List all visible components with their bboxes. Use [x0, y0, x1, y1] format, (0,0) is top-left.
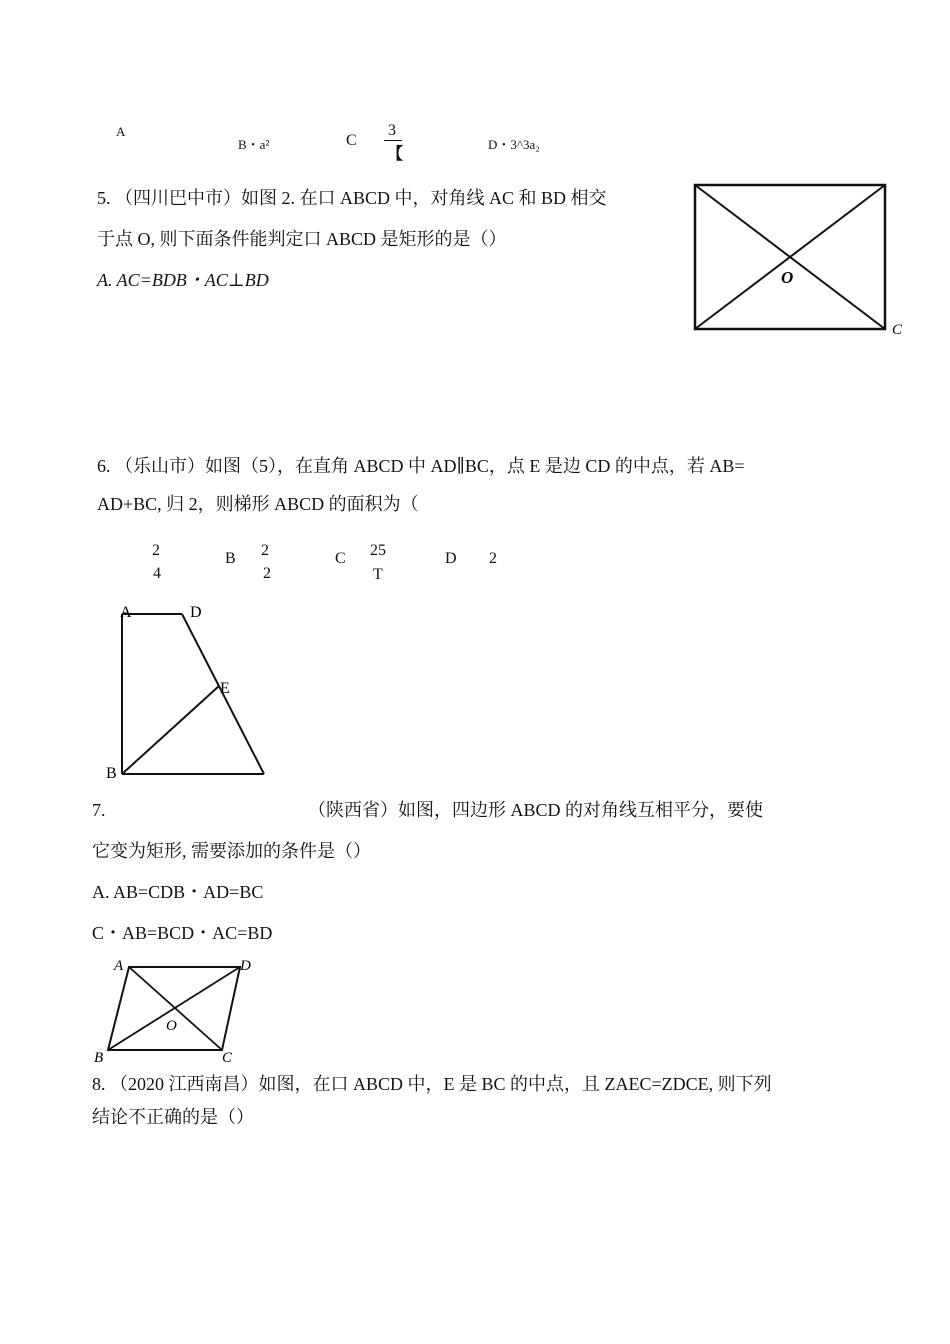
q6-label-d: D: [190, 604, 202, 621]
q7-text-line-1: （陕西省）如图，四边形 ABCD 的对角线互相平分，要使: [308, 800, 764, 820]
q6-option-d: [445, 540, 515, 586]
q6-option-c-numerator: 25: [370, 542, 386, 559]
q6-option-d-numerator: 2: [489, 550, 497, 567]
q6-segment-be: [122, 686, 219, 774]
q6-label-b: B: [106, 765, 117, 782]
q5-text-line-2: 于点 O, 则下面条件能判定口 ABCD 是矩形的是（）: [97, 229, 507, 249]
q7-label-b: B: [94, 1050, 104, 1066]
q7-option-line-2: C・AB=BCD・AC=BD: [92, 923, 273, 943]
q7-label-o: O: [166, 1018, 177, 1034]
q7-label-c: C: [222, 1050, 233, 1066]
q7-parallelogram-figure: [88, 952, 268, 1070]
q6-option-1: [140, 540, 180, 586]
q7-diagonal-bd: [108, 967, 240, 1050]
q4-option-c-denominator: 【: [387, 146, 404, 163]
q6-option-b-numerator: 2: [261, 542, 269, 559]
q6-option-c: [335, 540, 405, 586]
q6-option-b: [225, 540, 285, 586]
q5-rectangle-figure: [690, 180, 920, 338]
q6-option-1-denominator: 4: [153, 565, 161, 582]
q7-label-a: A: [114, 958, 124, 974]
q6-label-e: E: [220, 680, 230, 697]
q6-text-line-2: AD+BC, 归 2，则梯形 ABCD 的面积为（: [97, 494, 419, 514]
q4-option-b: B・a²: [238, 137, 270, 152]
q6-option-c-denominator: T: [373, 566, 383, 583]
q4-option-c-label: C: [346, 132, 357, 149]
q6-options-row: [140, 540, 560, 590]
q5-option-line: A. AC=BDB・AC⊥BD: [97, 270, 269, 290]
q6-option-b-denominator: 2: [263, 565, 271, 582]
q5-text-line-1: 5. （四川巴中市）如图 2. 在口 ABCD 中，对角线 AC 和 BD 相交: [97, 188, 607, 208]
q7-label-d: D: [240, 958, 251, 974]
q6-option-c-label: C: [335, 550, 346, 567]
q5-label-o: O: [781, 268, 794, 287]
q4-options-row: [110, 118, 590, 163]
q8-text-line-1: 8. （2020 江西南昌）如图，在口 ABCD 中，E 是 BC 的中点，且 ZAEC=ZDCE, 则下列: [92, 1074, 772, 1094]
q8-text-line-2: 结论不正确的是（）: [92, 1107, 254, 1127]
q6-option-b-label: B: [225, 550, 236, 567]
q7-text-line-2: 它变为矩形, 需要添加的条件是（）: [92, 841, 371, 861]
q7-number: 7.: [92, 800, 106, 820]
q6-text-line-1-clip: [97, 455, 837, 476]
q4-option-c-numerator: 3: [388, 122, 396, 139]
q6-text-line-1: 6. （乐山市）如图（5），在直角 ABCD 中 AD∥BC，点 E 是边 CD 的中点，若 AB=: [97, 456, 745, 476]
q4-option-d: D・3^3a₂: [488, 137, 540, 152]
q5-label-c: C: [892, 322, 903, 338]
q6-trapezoid-figure: [100, 598, 280, 783]
q6-option-1-numerator: 2: [152, 542, 160, 559]
q7-option-line-1: A. AB=CDB・AD=BC: [92, 882, 264, 902]
q6-label-a: A: [120, 604, 132, 621]
q6-option-d-label: D: [445, 550, 457, 567]
q4-option-a: A: [116, 124, 126, 139]
